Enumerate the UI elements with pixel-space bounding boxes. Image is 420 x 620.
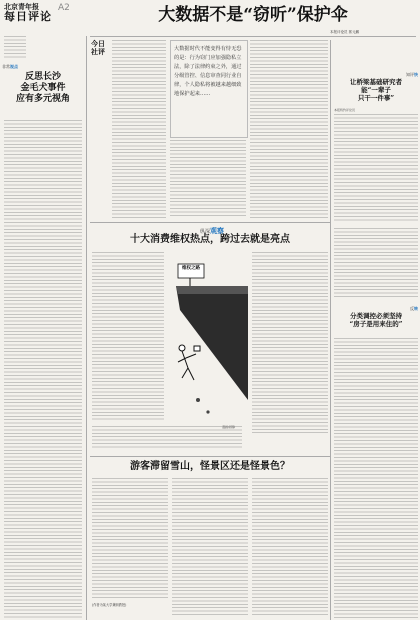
right-bottom-title-2: “房子是用来住的”: [349, 320, 403, 328]
editorial-badge: 今日社评: [91, 39, 105, 56]
right-top-tag-accent: 快: [414, 72, 418, 77]
lead-column-2: [170, 140, 246, 218]
right-bottom-tag: 反: [410, 306, 414, 311]
left-title-3: 应有多元视角: [15, 94, 70, 104]
feature-cartoon: [168, 250, 248, 434]
right-bottom-body: [334, 338, 418, 618]
cartoon-sign-text: 维权之路: [182, 266, 200, 271]
cartoon-illustration: [168, 250, 248, 434]
lead-headline: 大数据不是“窃听”保护伞: [158, 5, 348, 25]
bottom-footnote: (作者为某大学兼职教授): [92, 603, 127, 607]
feature-divider: [90, 222, 330, 223]
right-bottom-tag-accent: 转: [414, 306, 418, 311]
bottom-column-2: [172, 478, 248, 616]
left-title-2: 金毛犬事件: [20, 83, 66, 93]
feature-headline: 十大消费维权热点，跨过去就是亮点: [130, 234, 290, 245]
feature-column-3: [252, 252, 328, 434]
right-top-body: [334, 114, 418, 222]
left-column-header: [2, 64, 84, 116]
lead-byline: 本报评论员 郭元鹏: [330, 30, 360, 34]
masthead: [4, 3, 84, 35]
feature-column-bottom: [92, 426, 242, 450]
lead-pullquote-box: [170, 40, 248, 138]
feature-tag: 纵深: [200, 229, 211, 235]
bottom-divider: [90, 456, 330, 457]
page-code: A2: [58, 3, 70, 13]
lead-column-3: [250, 40, 328, 218]
left-column-rule: [86, 36, 87, 620]
paper-name: 北京青年报: [4, 3, 39, 11]
right-top-header: [334, 72, 418, 106]
feature-column-1: [92, 252, 164, 422]
left-title-1: 反思长沙: [24, 72, 61, 82]
right-column-rule: [330, 40, 331, 620]
right-bottom-header: [334, 306, 418, 334]
section-title: 每日评论: [4, 10, 52, 23]
lead-divider: [90, 36, 416, 37]
bottom-column-1: [92, 478, 168, 598]
bottom-column-3: [252, 478, 328, 616]
left-tag-accent: 视点: [10, 64, 18, 69]
right-top-title-3: 只干一件事”: [357, 94, 395, 102]
right-mid-body: [334, 228, 418, 298]
left-column-body: [4, 120, 82, 620]
falling-figure: [178, 345, 200, 380]
masthead-info: [4, 36, 26, 60]
cartoon-caption: 漫画/顾静: [222, 425, 236, 429]
lead-column-1: [112, 40, 166, 218]
right-top-title-2: 能“一辈子: [361, 86, 391, 94]
lead-pullquote: 大数据时代不能变得有恃无恐的是：行为窃门应加强隐私立法，除了法律约束之外，通过分级管控、信息审查同行业自律，个人隐私将被越来越细致地保护起来……: [174, 46, 242, 97]
right-top-tag: 知评: [406, 72, 414, 77]
right-bottom-title-1: 分类调控必须坚持: [350, 312, 402, 320]
right-top-byline: 本报特约评论员: [334, 108, 356, 112]
left-tag: 非常: [2, 64, 10, 69]
cliff-shape: [176, 286, 248, 400]
right-top-title-1: 让桥梁基础研究者: [350, 78, 402, 86]
bottom-headline: 游客滞留雪山，怪景区还是怪景色？: [130, 461, 290, 472]
feature-tag-accent: 观察: [210, 227, 225, 235]
